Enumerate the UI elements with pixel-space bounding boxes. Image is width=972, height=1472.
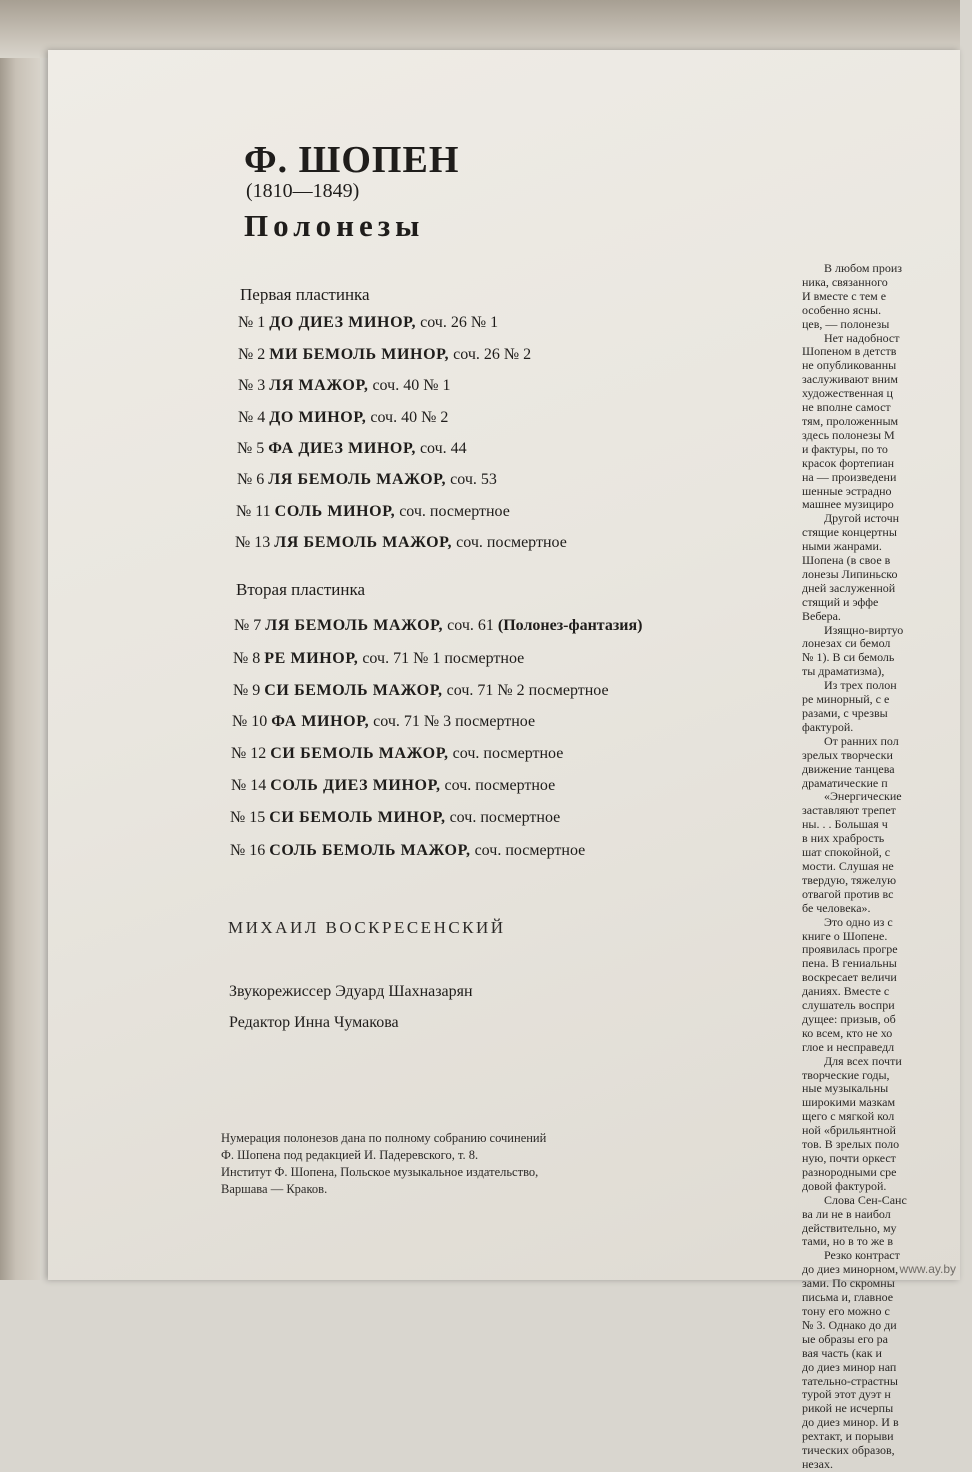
composer-years: (1810—1849) <box>246 180 360 202</box>
track-item <box>232 713 535 731</box>
side-column-line: Вебера. <box>802 608 841 623</box>
side-column-line: Это одно из с <box>824 914 893 929</box>
side-column-line: ной «брильянтной <box>802 1123 896 1138</box>
side-column-line: Другой источн <box>824 511 900 526</box>
side-column-line: ными жанрами. <box>802 539 882 554</box>
side-column-line: шенные эстрадно <box>802 483 892 498</box>
side-column-line: ре минорный, с е <box>802 692 890 707</box>
track-number: № 11 <box>236 503 271 520</box>
track-number: № 16 <box>230 842 266 859</box>
track-key: ЛЯ БЕМОЛЬ МАЖОР, <box>268 471 447 488</box>
side-column-line: рикой не исчерпы <box>802 1401 894 1416</box>
side-column-line: драматические п <box>802 775 888 790</box>
editor-credit: Редактор Инна Чумакова <box>229 1014 399 1031</box>
side-column-line: рехтакт, и порыви <box>802 1429 894 1444</box>
track-opus: соч. посмертное <box>452 745 564 762</box>
track-item <box>233 650 524 668</box>
record-1-label: Первая пластинка <box>240 285 370 304</box>
track-number: № 10 <box>232 713 268 730</box>
track-key: ЛЯ БЕМОЛЬ МАЖОР, <box>274 534 453 551</box>
side-column-line: зрелых творчески <box>802 747 893 762</box>
track-key: СИ БЕМОЛЬ МАЖОР, <box>264 682 443 699</box>
side-column-line: довой фактурой. <box>802 1178 887 1193</box>
track-key: ФА МИНОР, <box>271 713 370 730</box>
track-key: СИ БЕМОЛЬ МАЖОР, <box>270 745 449 762</box>
footnote-line: Ф. Шопена под редакцией И. Падеревского, т. 8. <box>221 1148 479 1162</box>
side-column-line: тов. В зрелых поло <box>802 1137 900 1152</box>
side-column-line: № 3. Однако до ди <box>802 1317 897 1332</box>
side-column-line: слушатель воспри <box>802 998 895 1013</box>
side-column-line: тательно-страстны <box>802 1373 898 1388</box>
side-column-line: пена. В гениальны <box>802 956 897 971</box>
footnote-line: Варшава — Краков. <box>221 1182 328 1196</box>
side-column-line: Из трех полон <box>824 678 897 693</box>
side-column-line: ную, почти оркест <box>802 1151 896 1165</box>
footnote-line: Нумерация полонезов дана по полному собранию сочинений <box>221 1131 547 1145</box>
side-column-line: машнее музициро <box>802 497 894 512</box>
side-column-line: книге о Шопене. <box>802 928 888 943</box>
track-key: ФА ДИЕЗ МИНОР, <box>268 440 416 457</box>
track-opus: соч. 40 № 1 <box>372 377 451 394</box>
track-opus: соч. 53 <box>450 471 497 488</box>
side-column-line: в них храбрость <box>802 831 885 846</box>
track-opus: соч. 40 № 2 <box>370 409 449 426</box>
track-subtitle: (Полонез-фантазия) <box>497 617 643 634</box>
track-number: № 12 <box>231 745 267 762</box>
side-column-line: незах. <box>802 1456 833 1471</box>
side-column-line: отвагой против вс <box>802 886 894 901</box>
side-column-line: особенно ясны. <box>802 302 882 317</box>
record-2-label: Вторая пластинка <box>236 580 366 599</box>
track-number: № 15 <box>230 809 266 826</box>
side-column-line: тами, но в то же в <box>802 1234 894 1249</box>
track-opus: соч. 71 № 1 посмертное <box>362 650 525 667</box>
track-key: СОЛЬ ДИЕЗ МИНОР, <box>270 777 441 794</box>
track-item <box>237 440 467 458</box>
side-column-line: заслуживают вним <box>802 372 898 387</box>
track-key: ДО ДИЕЗ МИНОР, <box>269 314 417 331</box>
track-opus: соч. посмертное <box>399 503 510 520</box>
track-number: № 3 <box>238 377 266 394</box>
side-column-line: лонезы Липиньско <box>802 566 898 581</box>
footnote-line: Институт Ф. Шопена, Польское музыкальное издательство, <box>221 1165 539 1179</box>
track-key: ЛЯ МАЖОР, <box>269 377 369 394</box>
track-item <box>238 314 498 332</box>
side-column-line: бе человека». <box>802 900 871 915</box>
track-opus: соч. 44 <box>419 440 467 457</box>
track-number: № 14 <box>231 777 267 794</box>
side-column-line: ые образы его ра <box>802 1331 888 1346</box>
side-column-line: № 1). В си бемоль <box>802 650 895 665</box>
side-column-line: ко всем, кто не хо <box>802 1025 893 1040</box>
side-column-line: тических образов, <box>802 1443 895 1458</box>
side-column-line: Нет надобност <box>824 330 900 345</box>
side-column-line: От ранних пол <box>824 733 899 748</box>
side-column-line: лонезах си бемол <box>802 636 891 651</box>
side-column-line: В любом произ <box>824 261 903 275</box>
side-column-line: Для всех почти <box>824 1053 902 1068</box>
side-column-line: шат спокойной, с <box>802 845 891 860</box>
side-column-line: красок фортепиан <box>802 455 895 470</box>
track-opus: соч. 71 № 3 посмертное <box>373 713 536 730</box>
side-column-line: щего с мягкой кол <box>802 1109 895 1124</box>
track-opus: соч. посмертное <box>474 842 586 859</box>
side-column-line: тону его можно с <box>802 1303 890 1318</box>
track-number: № 7 <box>234 617 262 634</box>
side-column-line: Шопеном в детств <box>802 344 897 359</box>
track-key: СОЛЬ БЕМОЛЬ МАЖОР, <box>269 842 471 859</box>
track-key: ЛЯ БЕМОЛЬ МАЖОР, <box>265 617 444 634</box>
side-column-line: художественная ц <box>802 386 893 401</box>
side-column-line: воскресает величи <box>802 970 897 985</box>
side-column-line: до диез минор нап <box>802 1359 897 1374</box>
performer-name: МИХАИЛ ВОСКРЕСЕНСКИЙ <box>228 918 506 937</box>
side-column-line: глое и несправедл <box>802 1039 895 1054</box>
track-key: ДО МИНОР, <box>269 409 367 426</box>
side-column-line: до диез минор. И в <box>802 1415 899 1430</box>
track-number: № 2 <box>238 346 266 363</box>
side-column-line: фактурой. <box>802 719 854 734</box>
side-column-line: широкими мазкам <box>802 1095 896 1110</box>
side-column-line: стящий и эффе <box>802 594 879 609</box>
side-column-line: Изящно-виртуо <box>824 622 904 637</box>
track-opus: соч. посмертное <box>456 534 567 551</box>
track-opus: соч. 26 № 1 <box>420 314 499 331</box>
track-item <box>237 471 497 489</box>
track-key: СОЛЬ МИНОР, <box>274 503 396 520</box>
side-column-line: дущее: призыв, об <box>802 1011 896 1026</box>
track-number: № 5 <box>237 440 265 457</box>
composer-name: Ф. ШОПЕН <box>244 139 460 181</box>
side-column-line: дней заслуженной <box>802 580 896 595</box>
track-item <box>235 534 567 552</box>
track-key: СИ БЕМОЛЬ МИНОР, <box>269 809 446 826</box>
watermark: www.ay.by <box>899 1262 956 1276</box>
side-column-line: не вполне самост <box>802 400 891 415</box>
track-number: № 6 <box>237 471 265 488</box>
side-column-line: тям, проложенным <box>802 413 899 428</box>
track-item <box>231 777 555 795</box>
side-column-line: здесь полонезы М <box>802 427 895 442</box>
side-column-line: творческие годы, <box>802 1067 890 1082</box>
track-item <box>230 842 585 860</box>
side-column-line: заставляют трепет <box>802 803 896 818</box>
side-column-line: ты драматизма), <box>802 664 885 679</box>
side-column-line: действительно, му <box>802 1220 897 1235</box>
side-column-line: вая часть (как и <box>802 1345 882 1360</box>
side-column-line: даниях. Вместе с <box>802 984 890 999</box>
footnote <box>221 1130 546 1198</box>
side-column-line: И вместе с тем е <box>802 288 887 303</box>
track-item <box>238 346 531 364</box>
side-column-line: турой этот дуэт н <box>802 1387 891 1402</box>
track-opus: соч. 61 <box>447 617 494 634</box>
side-column-line: твердую, тяжелую <box>802 872 897 887</box>
side-column-line: стящие концертны <box>802 525 897 540</box>
track-opus: соч. 71 № 2 посмертное <box>446 682 609 699</box>
track-item <box>238 377 450 395</box>
track-number: № 13 <box>235 534 271 551</box>
side-column-line: Шопена (в свое в <box>802 553 891 568</box>
side-column-line: мости. Слушая не <box>802 858 894 873</box>
track-key: МИ БЕМОЛЬ МИНОР, <box>269 346 450 363</box>
side-column-line: не опубликованны <box>802 358 897 373</box>
track-number: № 4 <box>238 409 266 426</box>
side-column-line: до диез минорном, <box>802 1262 899 1277</box>
side-column-line: разнородными сре <box>802 1164 897 1179</box>
track-item <box>231 745 563 763</box>
track-item <box>238 409 448 427</box>
side-column-line: ва ли не в наибол <box>802 1206 891 1221</box>
side-column-line: и фактуры, по то <box>802 441 888 456</box>
side-column-line: на — произведени <box>802 469 897 484</box>
track-number: № 8 <box>233 650 261 667</box>
sound-engineer-credit: Звукорежиссер Эдуард Шахназарян <box>229 983 473 1000</box>
side-column-line: «Энергические <box>824 789 902 804</box>
track-item <box>234 617 642 635</box>
side-column-line: ные музыкальны <box>802 1081 889 1096</box>
track-opus: соч. 26 № 2 <box>453 346 532 363</box>
side-column-line: цев, — полонезы <box>802 316 890 331</box>
side-column-line: разами, с чрезвы <box>802 706 888 720</box>
track-number: № 9 <box>233 682 261 699</box>
track-opus: соч. посмертное <box>449 809 561 826</box>
track-item <box>233 682 609 700</box>
side-column-line: ника, связанного <box>802 274 888 289</box>
side-column-line: зами. По скромны <box>802 1276 895 1291</box>
book-spine-edge <box>0 0 40 1280</box>
side-column-line: ны. . . Большая ч <box>802 817 888 832</box>
side-column-line: письма и, главное <box>802 1290 894 1305</box>
work-title: Полонезы <box>244 208 425 243</box>
track-key: РЕ МИНОР, <box>264 650 359 667</box>
track-item <box>236 503 510 521</box>
side-column-line: Резко контраст <box>824 1248 900 1263</box>
side-column-line: проявилась прогре <box>802 942 898 957</box>
track-number: № 1 <box>238 314 266 331</box>
track-opus: соч. посмертное <box>444 777 556 794</box>
track-item <box>230 809 560 827</box>
side-column-line: Слова Сен-Санс <box>824 1192 907 1207</box>
side-column-line: движение танцева <box>802 761 895 776</box>
